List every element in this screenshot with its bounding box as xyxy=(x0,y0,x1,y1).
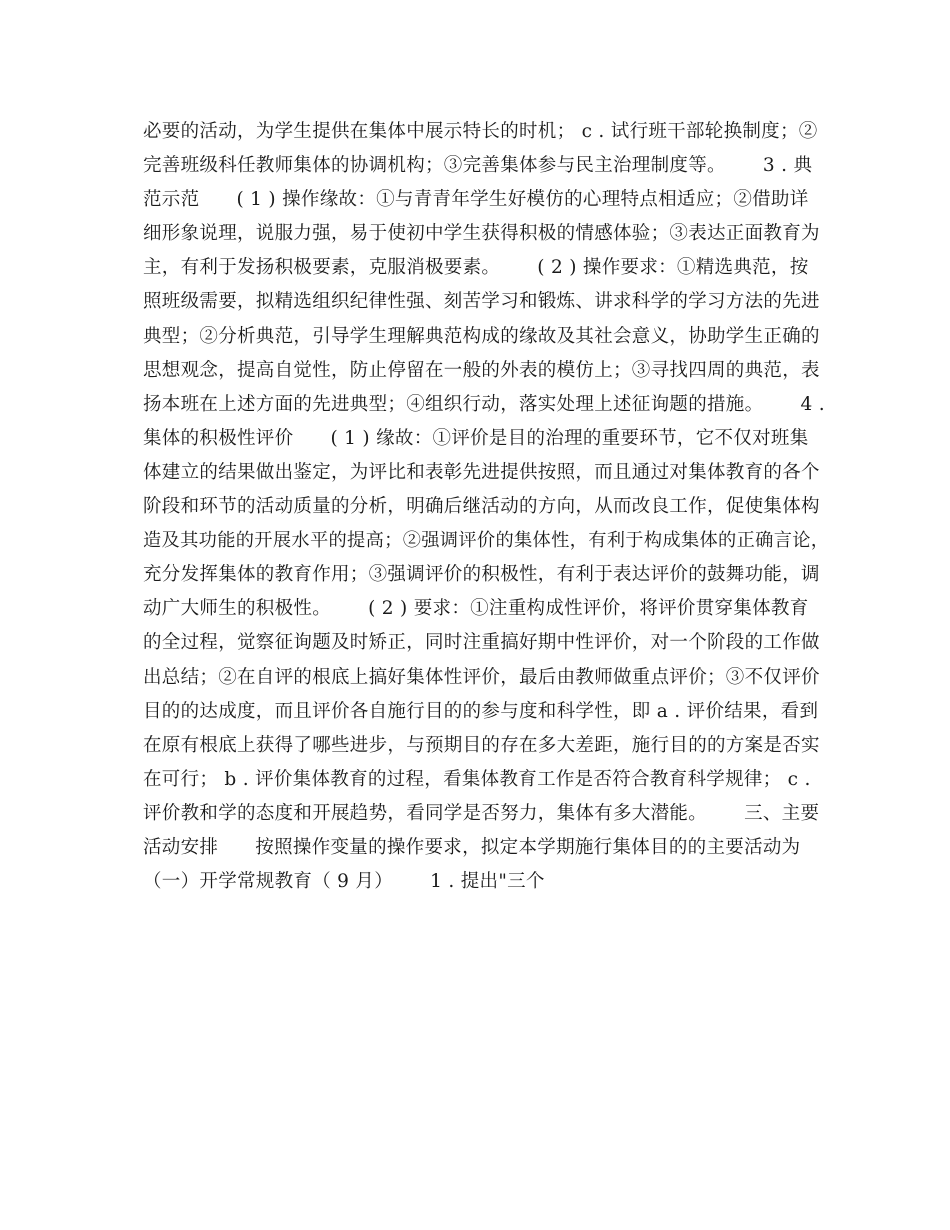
text-line: 范示范 ( 1 ) 操作缘故：①与青青年学生好模仿的心理特点相适应；②借助详 xyxy=(143,189,809,211)
text-line: 造及其功能的开展水平的提高；②强调评价的集体性，有利于构成集体的正确言论， xyxy=(143,530,830,552)
text-line: 必要的活动，为学生提供在集体中展示特长的时机； c . 试行班干部轮换制度；② xyxy=(143,121,818,142)
text-line: 完善班级科任教师集体的协调机构；③完善集体参与民主治理制度等。 3 . 典 xyxy=(143,155,813,177)
text-line: 充分发挥集体的教育作用；③强调评价的积极性，有利于表达评价的鼓舞功能，调 xyxy=(143,564,820,586)
text-line: 集体的积极性评价 ( 1 ) 缘故：①评价是目的治理的重要环节，它不仅对班集 xyxy=(143,427,809,449)
body-text xyxy=(143,115,833,899)
text-line: 活动安排 按照操作变量的操作要求，拟定本学期施行集体目的的主要活动为 xyxy=(143,836,801,858)
text-line: 动广大师生的积极性。 ( 2 ) 要求：①注重构成性评价，将评价贯穿集体教育 xyxy=(143,598,809,620)
text-line: 体建立的结果做出鉴定，为评比和表彰先进提供按照，而且通过对集体教育的各个 xyxy=(143,461,820,483)
text-line: 的全过程，觉察征询题及时矫正，同时注重搞好期中性评价，对一个阶段的工作做 xyxy=(143,632,820,654)
text-line: 照班级需要，拟精选组织纪律性强、刻苦学习和锻炼、讲求科学的学习方法的先进 xyxy=(143,291,820,313)
text-line: 扬本班在上述方面的先进典型；④组织行动，落实处理上述征询题的措施。 4 . xyxy=(143,393,825,415)
text-line: 阶段和环节的活动质量的分析，明确后继活动的方向，从而改良工作，促使集体构 xyxy=(143,496,820,518)
text-line: 目的的达成度，而且评价各自施行目的的参与度和科学性，即 a . 评价结果，看到 xyxy=(143,700,819,722)
text-line: 在原有根底上获得了哪些进步，与预期目的存在多大差距，施行目的的方案是否实 xyxy=(143,734,820,756)
text-line: 典型；②分析典范，引导学生理解典范构成的缘故及其社会意义，协助学生正确的 xyxy=(143,325,820,347)
text-line: 主，有利于发扬积极要素，克服消极要素。 ( 2 ) 操作要求：①精选典范，按 xyxy=(143,257,809,279)
text-line: 在可行； b . 评价集体教育的过程，看集体教育工作是否符合教育科学规律； c . xyxy=(143,768,811,790)
text-line: 出总结；②在自评的根底上搞好集体性评价，最后由教师做重点评价；③不仅评价 xyxy=(143,666,820,688)
text-line: 细形象说理，说服力强，易于使初中学生获得积极的情感体验；③表达正面教育为 xyxy=(143,223,820,245)
text-line: 思想观念，提高自觉性，防止停留在一般的外表的模仿上；③寻找四周的典范，表 xyxy=(143,359,820,381)
text-line: 评价教和学的态度和开展趋势，看同学是否努力，集体有多大潜能。 三、主要 xyxy=(143,802,820,824)
text-line: （一）开学常规教育（ 9 月） 1 . 提出"三个 xyxy=(143,871,545,893)
